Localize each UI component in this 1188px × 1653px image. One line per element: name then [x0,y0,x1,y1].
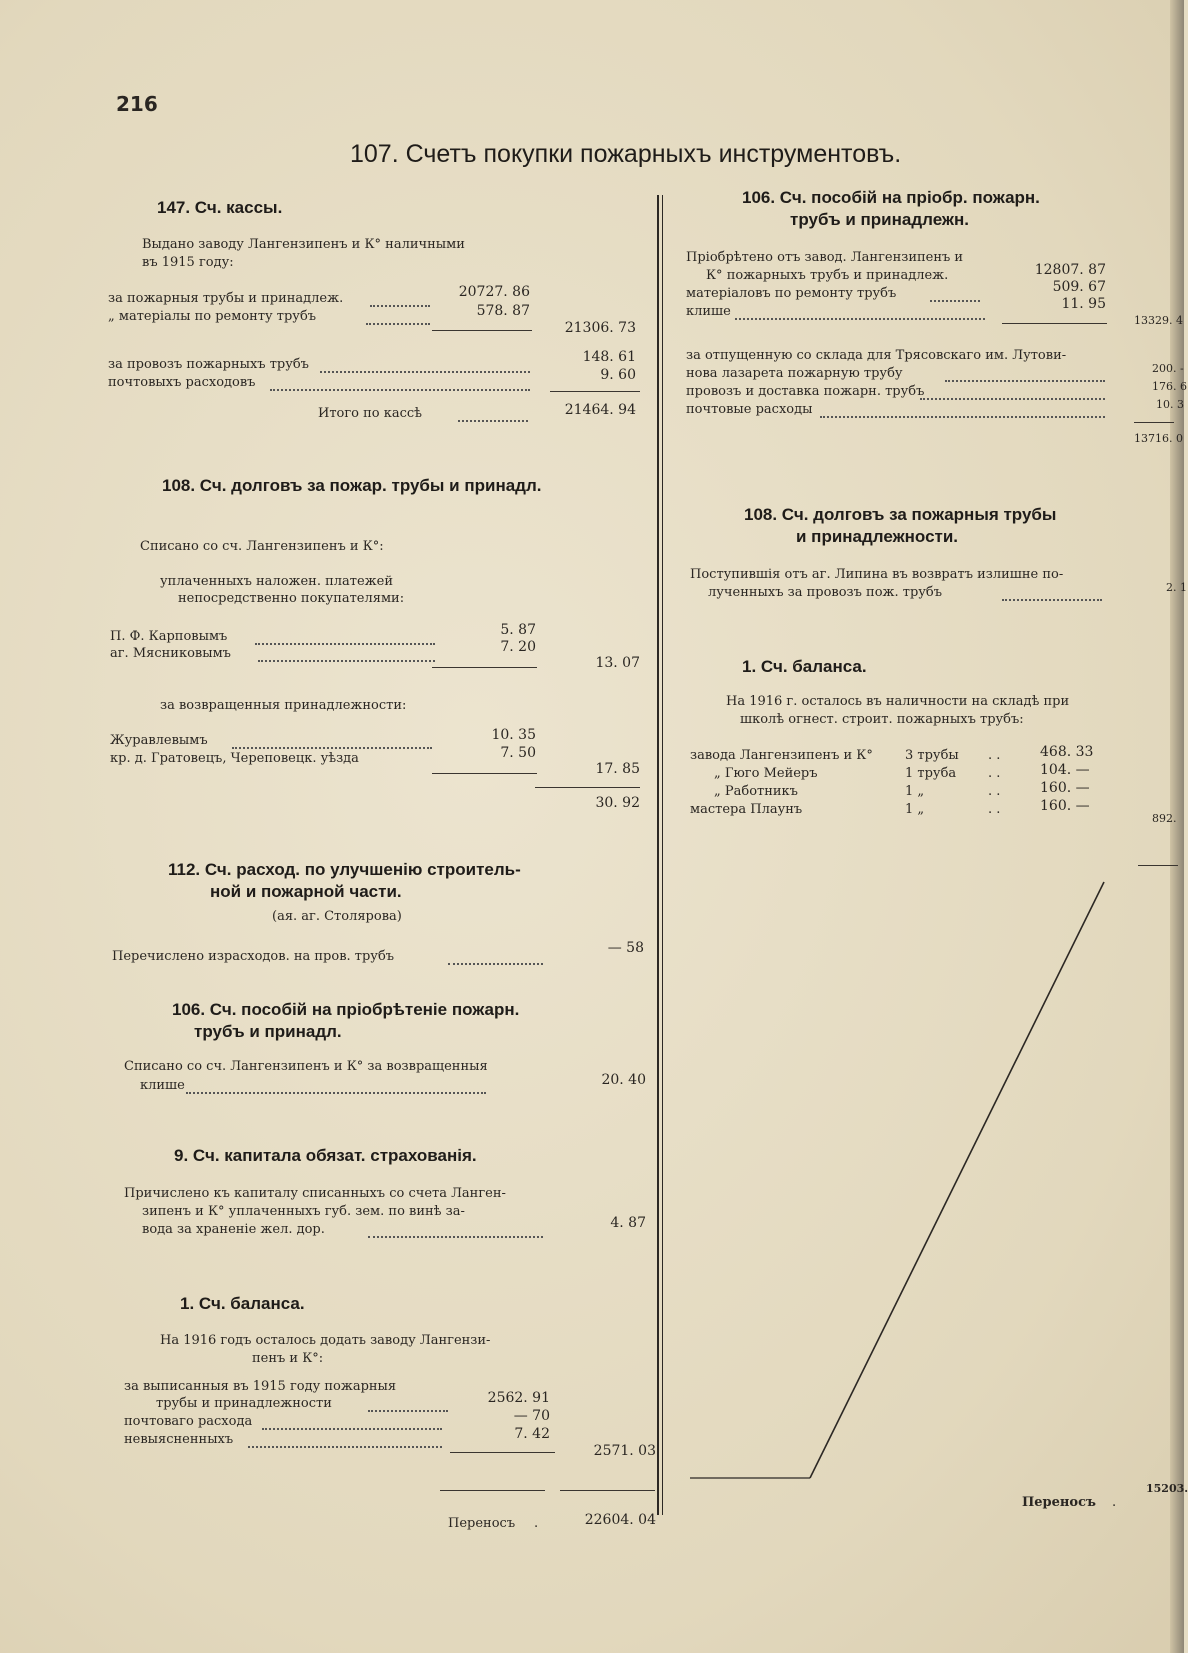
page: 216 107. Счетъ покупки пожарныхъ инструментовъ. 147. Сч. кассы. Выдано заводу Лангензипенъ и К° наличными въ 1915 году: за пожарныя трубы и принадлеж. 20727. 86 „ матеріалы по ремонту трубъ 578. 87 21306. 73 за провозъ пожарныхъ трубъ 148. 61 почтовыхъ расходовъ 9. 60 Итого по кассѣ 21464. 94 108. Сч. долговъ за пожар. трубы и принадл. Списано со сч. Лангензипенъ и К°: уплаченныхъ наложен. платежей непосредственно покупателями: П. Ф. Карповымъ 5. 87 аг. Мясниковымъ 7. 20 13. 07 за возвращенныя принадлежности: Журавлевымъ 10. 35 кр. д. Гратовецъ, Череповецк. уѣзда 7. 50 17. 85 30. 92 112. Сч. расход. по улучшенію строитель- ной и пожарной части. (ая. аг. Столярова) Перечислено израсходов. на пров. трубъ — 58 106. Сч. пособій на пріобрѣтеніе пожарн. трубъ и принадл. Списано со сч. Лангензипенъ и К° за возвращенныя клише 20. 40 9. Сч. капитала обязат. страхованія. Причислено къ капиталу списанныхъ со счета Ланген- зипенъ и К° уплаченныхъ губ. зем. по винѣ за- вода за храненіе жел. дор. 4. 87 1. Сч. баланса. На 1916 годъ осталось додать заводу Лангензи- пенъ и К°: за выписанныя въ 1915 году пожарныя трубы и принадлежности 2562. 91 почтоваго расхода — 70 невыясненныхъ 7. 42 2571. 03 Переносъ . 22604. 04 106. Сч. пособій на пріобр. пожарн. трубъ и принадлежн. Пріобрѣтено отъ завод. Лангензипенъ и К° пожарныхъ трубъ и принадлеж. 12807. 87 матеріаловъ по ремонту трубъ 509. 67 клише 11. 95 13329. 4 за отпущенную со склада для Трясовскаго им. Лутови- нова лазарета пожарную трубу 200. - провозъ и доставка пожарн. трубъ 176. 6 почтовые расходы 10. 3 13716. 0 108. Сч. долговъ за пожарныя трубы и принадлежности. Поступившія отъ аг. Липина въ возвратъ излишне по- лученныхъ за провозъ пож. трубъ 2. 1 1. Сч. баланса. На 1916 г. осталось въ наличности на складѣ при школѣ огнест. строит. пожарныхъ трубъ: завода Лангензипенъ и К° 3 трубы . . 468. 33 „ Гюго Мейеръ 1 труба . . 104. — „ Работникъ 1 „ . . 160. — мастера Плаунъ 1 „ . . 160. — 892. Переносъ . 15203. [0,0,1184,1653]
r-posob-t3: матеріаловъ по ремонту трубъ [686,286,897,301]
r-posob-edge-total: 13329. 4 [1134,314,1183,327]
balans-r2-value: — 70 [513,1408,550,1424]
dolgov-r4-value: 7. 50 [500,745,536,761]
r-balans-row-1-qty: 1 труба [905,766,957,781]
r-posob-t2: К° пожарныхъ трубъ и принадлеж. [706,268,949,283]
r-dolgov-t2: лученныхъ за провозъ пож. трубъ [708,585,943,600]
r-balans-row-0-val: 468. 33 [1040,744,1094,760]
r-balans-row-0-name: завода Лангензипенъ и К° [690,748,873,763]
r-dolgov-heading-1: 108. Сч. долговъ за пожарныя трубы [744,505,1057,524]
r-posob-heading-1: 106. Сч. пособій на пріобр. пожарн. [742,188,1040,207]
r-balans-intro-1: На 1916 г. осталось въ наличности на складѣ при [726,694,1070,709]
left-carry-value: 22604. 04 [584,1512,656,1528]
r-balans-row-3-qty: 1 „ [905,802,925,817]
r-posob-t8: почтовые расходы [686,402,813,417]
kapital-heading: 9. Сч. капитала обязат. страхованія. [174,1146,477,1165]
dolgov-sub2: за возвращенныя принадлежности: [160,698,407,713]
balans-heading: 1. Сч. баланса. [180,1294,305,1313]
right-carry-label: Переносъ [1022,1495,1096,1510]
r-balans-row-3-name: мастера Плаунъ [690,802,803,817]
kassa-row2-value: 578. 87 [476,303,530,319]
posob-heading-1: 106. Сч. пособій на пріобрѣтеніе пожарн. [172,1000,520,1019]
r-balans-row-0-qty: 3 трубы [905,748,959,763]
r-posob-heading-2: трубъ и принадлежн. [790,210,969,229]
dolgov-r3-value: 10. 35 [491,727,536,743]
r-posob-edge-v3: 10. 3 [1156,398,1184,411]
rashod-row-label: Перечислено израсходов. на пров. трубъ [112,949,395,964]
kassa-row1-label: за пожарныя трубы и принадлеж. [108,291,344,306]
dolgov-r2-label: аг. Мясниковымъ [110,646,231,661]
balans-r3-label: невыясненныхъ [124,1432,234,1447]
kapital-value: 4. 87 [610,1215,646,1231]
r-balans-heading: 1. Сч. баланса. [742,657,867,676]
r-balans-edge-total: 892. [1152,812,1177,825]
kassa-subtotal: 21306. 73 [564,320,636,336]
balans-r1-value: 2562. 91 [487,1390,550,1406]
dolgov-r1-label: П. Ф. Карповымъ [110,629,228,644]
kassa-row3-value: 148. 61 [582,349,636,365]
r-posob-t1: Пріобрѣтено отъ завод. Лангензипенъ и [686,250,964,265]
r-balans-row-1-val: 104. — [1040,762,1090,778]
kassa-total-label: Итого по кассѣ [318,406,423,421]
dolgov-sub1b: непосредственно покупателями: [178,591,405,606]
kassa-row1-value: 20727. 86 [458,284,530,300]
kapital-text-2: зипенъ и К° уплаченныхъ губ. зем. по винѣ за- [142,1204,465,1219]
balans-r3-value: 7. 42 [514,1426,550,1442]
r-posob-t4: клише [686,304,731,319]
r-posob-edge-v1: 200. - [1152,362,1184,375]
r-dolgov-t1: Поступившія отъ аг. Липина въ возвратъ излишне по- [690,567,1064,582]
dolgov-sub1a: уплаченныхъ наложен. платежей [160,574,393,589]
posob-heading-2: трубъ и принадл. [194,1022,342,1041]
r-dolgov-edge-value: 2. 1 [1166,581,1187,594]
r-posob-t7: провозъ и доставка пожарн. трубъ [686,384,925,399]
balans-intro-1: На 1916 годъ осталось додать заводу Лангензи- [160,1333,491,1348]
r-balans-row-3-val: 160. — [1040,798,1090,814]
r-balans-row-2-qty: 1 „ [905,784,925,799]
r-dolgov-heading-2: и принадлежности. [796,527,959,546]
page-title: 107. Счетъ покупки пожарныхъ инструментовъ. [350,140,902,168]
r-posob-t6: нова лазарета пожарную трубу [686,366,903,381]
kassa-intro-1: Выдано заводу Лангензипенъ и К° наличными [142,237,465,252]
dolgov-heading: 108. Сч. долговъ за пожар. трубы и принадл. [162,476,542,495]
balans-r1-b: трубы и принадлежности [156,1396,332,1411]
r-balans-row-2-val: 160. — [1040,780,1090,796]
dolgov-r1-value: 5. 87 [500,622,536,638]
posob-value: 20. 40 [601,1072,646,1088]
kassa-row2-label: „ матеріалы по ремонту трубъ [108,309,317,324]
r-balans-row-2-name: „ Работникъ [714,784,798,799]
r-posob-edge-grand: 13716. 0 [1134,432,1183,445]
posob-text-2: клише [140,1078,185,1093]
dolgov-intro: Списано со сч. Лангензипенъ и К°: [140,539,384,554]
balans-r1-a: за выписанныя въ 1915 году пожарныя [124,1379,397,1394]
kassa-row3-label: за провозъ пожарныхъ трубъ [108,357,309,372]
kapital-text-1: Причислено къ капиталу списанныхъ со счета Ланген- [124,1186,506,1201]
kassa-intro-2: въ 1915 году: [142,255,234,270]
kapital-text-3: вода за храненіе жел. дор. [142,1222,325,1237]
rashod-heading-2: ной и пожарной части. [210,882,402,901]
dolgov-sub2-total: 17. 85 [595,761,640,777]
balans-intro-2: пенъ и К°: [252,1351,324,1366]
rashod-heading-1: 112. Сч. расход. по улучшенію строитель- [168,860,521,879]
right-carry-value: 15203. [1146,1482,1188,1495]
balans-r2-label: почтоваго расхода [124,1414,253,1429]
kassa-row4-value: 9. 60 [600,367,636,383]
balans-total: 2571. 03 [593,1443,656,1459]
dolgov-sub1-total: 13. 07 [595,655,640,671]
page-number: 216 [116,92,158,116]
left-carry-label: Переносъ [448,1516,516,1531]
r-posob-v3: 11. 95 [1061,296,1106,312]
dolgov-total: 30. 92 [595,795,640,811]
r-posob-v2: 509. 67 [1052,279,1106,295]
r-posob-edge-v2: 176. 6 [1152,380,1187,393]
r-balans-intro-2: школѣ огнест. строит. пожарныхъ трубъ: [740,712,1024,727]
rashod-row-value: — 58 [607,940,644,956]
kassa-total-value: 21464. 94 [564,402,636,418]
r-posob-v1: 12807. 87 [1034,262,1106,278]
dolgov-r2-value: 7. 20 [500,639,536,655]
rashod-note: (ая. аг. Столярова) [272,909,402,924]
kassa-heading: 147. Сч. кассы. [157,198,283,217]
dolgov-r4-label: кр. д. Гратовецъ, Череповецк. уѣзда [110,751,359,766]
kassa-row4-label: почтовыхъ расходовъ [108,375,256,390]
posob-text-1: Списано со сч. Лангензипенъ и К° за возвращенныя [124,1059,488,1074]
r-posob-t5: за отпущенную со склада для Трясовскаго им. Лутови- [686,348,1067,363]
dolgov-r3-label: Журавлевымъ [110,733,208,748]
r-balans-row-1-name: „ Гюго Мейеръ [714,766,818,781]
